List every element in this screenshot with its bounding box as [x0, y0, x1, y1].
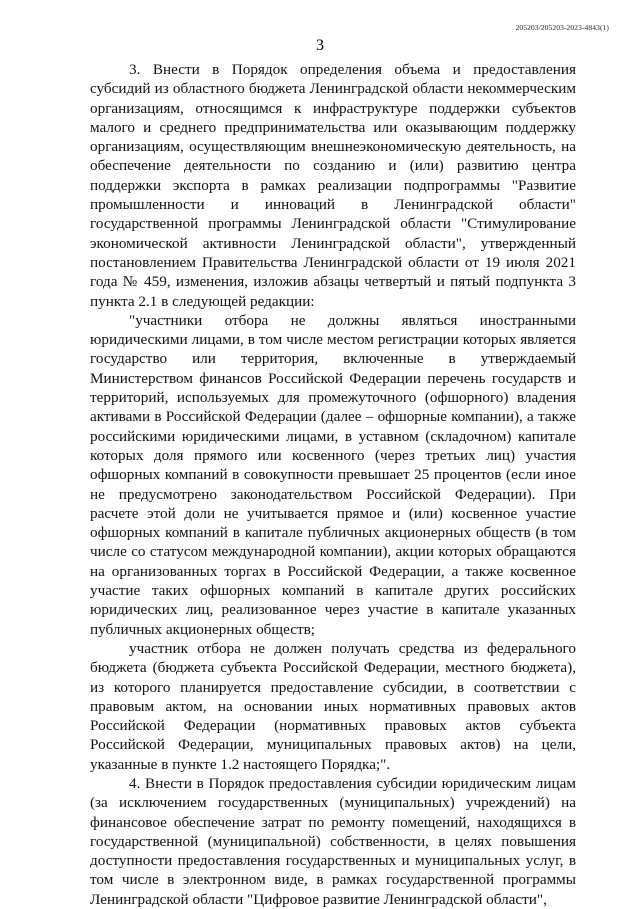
paragraph-participant-federal-funds: участник отбора не должен получать средства из федерального бюджета (бюджета субъекта Российской Федерации, местного бюджета), из которого планируется предоставление субсидии, в соответствии с правовым актом, на основании иных нормативных правовых актов Российской Федерации (нормативных правовых актов субъекта Российской Федерации, муниципальных правовых актов) на цели, указанные в пункте 1.2 настоящего Порядка;".: [90, 639, 576, 773]
paragraph-amendment-4: 4. Внести в Порядок предоставления субсидии юридическим лицам (за исключением государственных (муниципальных) учреждений) на финансовое обеспечение затрат по ремонту помещений, находящихся в государственной (муниципальной) собственности, в целях повышения доступности предоставления государственных и муниципальных услуг, в том числе в электронном виде, в рамках государственной программы Ленинградской области "Цифровое развитие Ленинградской области",: [90, 774, 576, 908]
page-number: 3: [316, 37, 324, 54]
paragraph-amendment-3: 3. Внести в Порядок определения объема и предоставления субсидий из областного бюджета Ленинградской области некоммерческим организациям, относящимся к инфраструктуре поддержки субъектов малого и среднего предпринимательства или оказывающим поддержку организациям, осуществляющим внешнеэкономическую деятельность, на обеспечение деятельности по созданию и (или) развитию центра поддержки экспорта в рамках реализации подпрограммы "Развитие промышленности и инноваций в Ленинградской области" государственной программы Ленинградской области "Стимулирование экономической активности Ленинградской области", утвержденный постановлением Правительства Ленинградской области от 19 июля 2021 года № 459, изменения, изложив абзацы четвертый и пятый подпункта 3 пункта 2.1 в следующей редакции:: [90, 61, 576, 310]
document-id: 205203/205203-2023-4843(1): [515, 23, 609, 32]
paragraph-participants-offshore: "участники отбора не должны являться иностранными юридическими лицами, в том числе местом регистрации которых является государство или территория, включенные в утверждаемый Министерством финансов Российской Федерации перечень государств и территорий, используемых для промежуточного (офшорного) владения активами в Российской Федерации (далее – офшорные компании), а также российскими юридическими лицами, в уставном (складочном) капитале которых доля прямого или косвенного (через третьих лиц) участия офшорных компаний в совокупности превышает 25 процентов (если иное не предусмотрено законодательством Российской Федерации). При расчете этой доли не учитывается прямое и (или) косвенное участие офшорных компаний в капитале публичных акционерных обществ (в том числе со статусом международной компании), акции которых обращаются на организованных торгах в Российской Федерации, а также косвенное участие таких офшорных компаний в капитале других российских юридических лиц, реализованное через участие в капитале указанных публичных акционерных обществ;: [90, 311, 576, 638]
document-body: [90, 60, 576, 909]
